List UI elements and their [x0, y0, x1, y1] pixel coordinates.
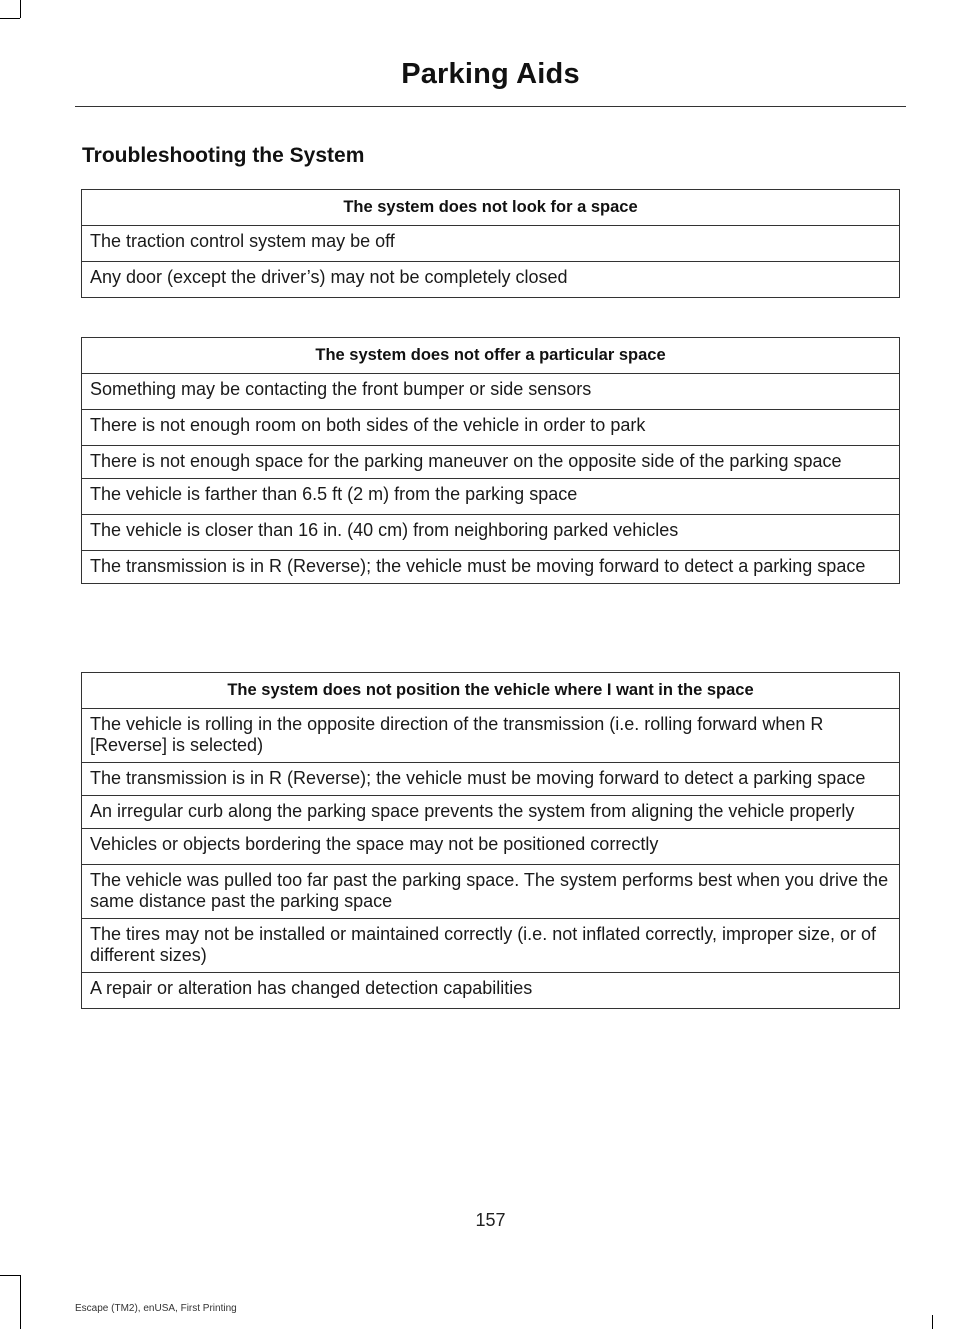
table-header: The system does not look for a space [82, 190, 900, 226]
table-cell: Vehicles or objects bordering the space may not be positioned correctly [82, 829, 900, 865]
table-header: The system does not offer a particular space [82, 338, 900, 374]
table-header-row [82, 673, 900, 709]
table-cell: A repair or alteration has changed detection capabilities [82, 973, 900, 1009]
crop-mark [0, 1275, 20, 1276]
table-cell: The vehicle was pulled too far past the parking space. The system performs best when you drive the same distance past the parking space [82, 865, 900, 919]
title-rule [75, 106, 906, 107]
table-cell: Something may be contacting the front bumper or side sensors [82, 374, 900, 410]
section-heading: Troubleshooting the System [82, 144, 365, 167]
table-cell: An irregular curb along the parking space prevents the system from aligning the vehicle properly [82, 796, 900, 829]
table-row [82, 410, 900, 446]
table-cell: There is not enough space for the parking maneuver on the opposite side of the parking space [82, 446, 900, 479]
table-row [82, 763, 900, 796]
crop-mark [20, 0, 21, 18]
table-row [82, 796, 900, 829]
table-cell: The traction control system may be off [82, 226, 900, 262]
table-row [82, 226, 900, 262]
table-cell: The vehicle is rolling in the opposite direction of the transmission (i.e. rolling forward when R [Reverse] is selected) [82, 709, 900, 763]
page-title: Parking Aids [401, 58, 580, 90]
table-row [82, 973, 900, 1009]
table-header: The system does not position the vehicle where I want in the space [82, 673, 900, 709]
table-row [82, 829, 900, 865]
table-row [82, 262, 900, 298]
table-cell: Any door (except the driver’s) may not be completely closed [82, 262, 900, 298]
crop-mark [932, 1315, 933, 1329]
crop-mark [0, 18, 20, 19]
troubleshooting-table-position [81, 672, 900, 1009]
troubleshooting-table-no-offer [81, 337, 900, 584]
page-number: 157 [475, 1210, 506, 1230]
table-row [82, 446, 900, 479]
table-row [82, 865, 900, 919]
table-cell: The vehicle is closer than 16 in. (40 cm) from neighboring parked vehicles [82, 515, 900, 551]
table-cell: The transmission is in R (Reverse); the vehicle must be moving forward to detect a parking space [82, 551, 900, 584]
table-row [82, 479, 900, 515]
table-header-row [82, 338, 900, 374]
crop-mark [20, 1275, 21, 1329]
table-header-row [82, 190, 900, 226]
table-row [82, 515, 900, 551]
table-cell: The tires may not be installed or maintained correctly (i.e. not inflated correctly, improper size, or of different sizes) [82, 919, 900, 973]
table-row [82, 709, 900, 763]
table-cell: There is not enough room on both sides of the vehicle in order to park [82, 410, 900, 446]
table-row [82, 374, 900, 410]
footer-text: Escape (TM2), enUSA, First Printing [75, 1303, 237, 1314]
table-row [82, 551, 900, 584]
table-cell: The vehicle is farther than 6.5 ft (2 m) from the parking space [82, 479, 900, 515]
table-row [82, 919, 900, 973]
troubleshooting-table-no-search [81, 189, 900, 298]
table-cell: The transmission is in R (Reverse); the vehicle must be moving forward to detect a parking space [82, 763, 900, 796]
